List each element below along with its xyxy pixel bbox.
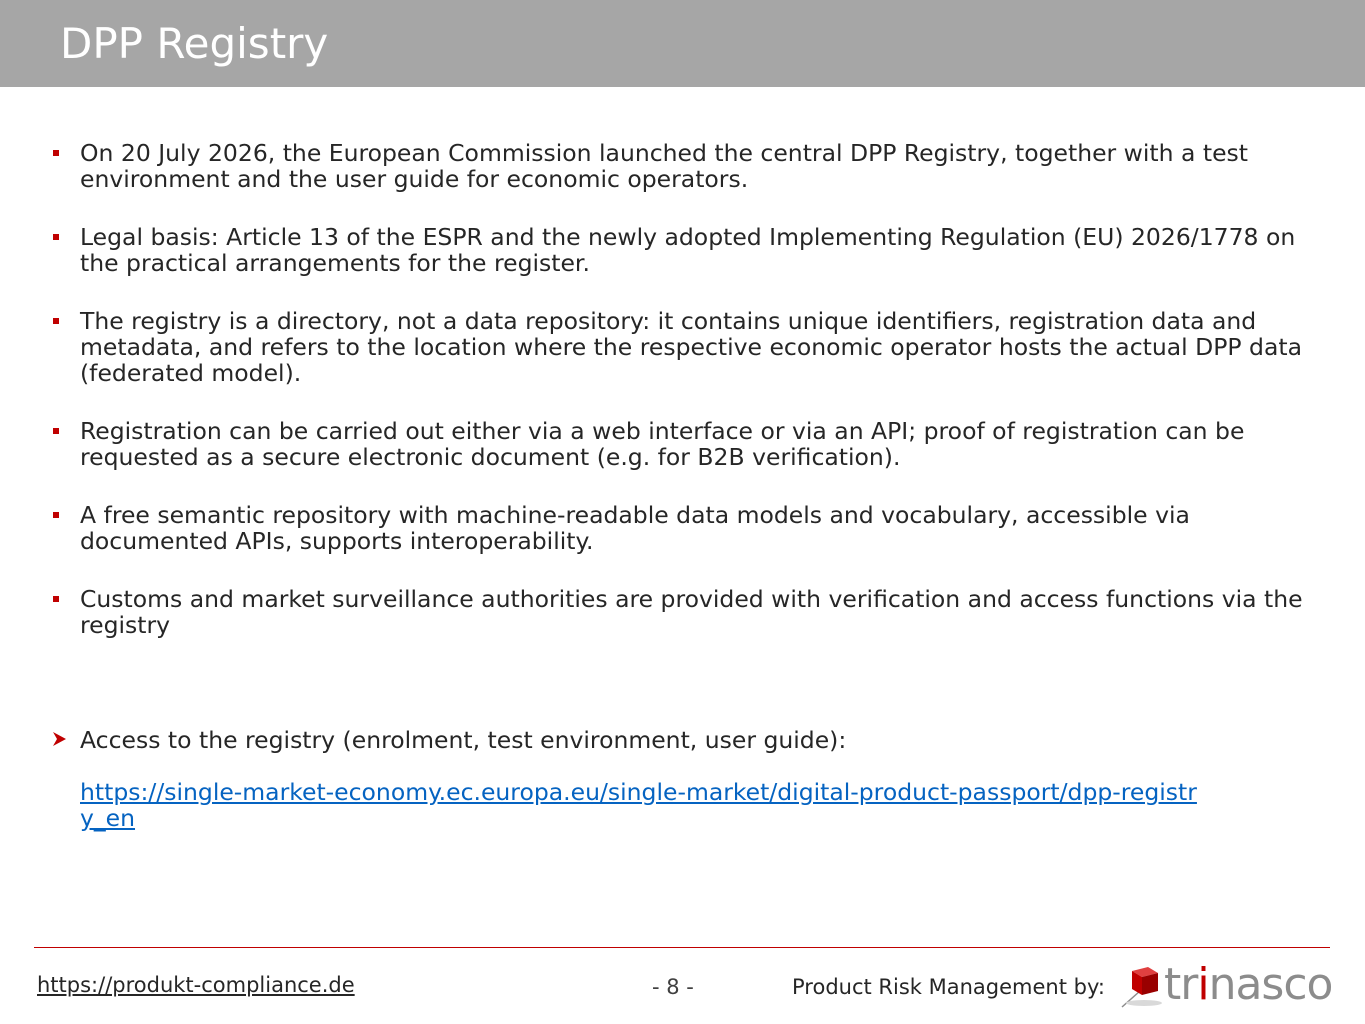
list-item <box>48 502 1308 554</box>
page-number: - 8 - <box>652 975 694 999</box>
access-section <box>48 727 1340 831</box>
page-title: DPP Registry <box>60 19 329 68</box>
registry-link[interactable]: https://single-market-economy.ec.europa.eu/single-market/digital-product-passport/dpp-registry_en <box>80 778 1197 832</box>
cube-icon <box>1118 963 1164 1013</box>
arrow-bullet-icon <box>50 730 68 748</box>
bullet-list <box>48 140 1308 670</box>
list-item <box>48 224 1308 276</box>
list-item <box>48 586 1308 638</box>
list-item <box>48 308 1308 386</box>
trinasco-logo <box>1118 959 1333 1013</box>
list-item-text: Legal basis: Article 13 of the ESPR and the newly adopted Implementing Regulation (EU) 2026/1778 on the practical arrangements for the register. <box>80 223 1296 277</box>
footer-divider <box>34 947 1330 948</box>
list-item-text: Registration can be carried out either via a web interface or via an API; proof of registration can be requested as a secure electronic document (e.g. for B2B verification). <box>80 417 1245 471</box>
logo-wordmark: trinasco <box>1164 959 1333 1010</box>
list-item <box>48 140 1308 192</box>
square-bullet-icon <box>53 150 59 156</box>
footer-website-link[interactable]: https://produkt-compliance.de <box>37 973 355 997</box>
square-bullet-icon <box>53 596 59 602</box>
list-item-text: The registry is a directory, not a data repository: it contains unique identifiers, registration data and metadata, and refers to the location where the respective economic operator hosts the actual DPP data (federated model). <box>80 307 1302 387</box>
list-item <box>48 418 1308 470</box>
access-label: Access to the registry (enrolment, test environment, user guide): <box>80 726 847 754</box>
list-item-text: On 20 July 2026, the European Commission launched the central DPP Registry, together with a test environment and the user guide for economic operators. <box>80 139 1249 193</box>
title-bar <box>0 0 1365 87</box>
square-bullet-icon <box>53 512 59 518</box>
square-bullet-icon <box>53 428 59 434</box>
list-item-text: A free semantic repository with machine-readable data models and vocabulary, accessible via documented APIs, supports interoperability. <box>80 501 1190 555</box>
footer-credit: Product Risk Management by: <box>792 975 1105 999</box>
square-bullet-icon <box>53 318 59 324</box>
list-item-text: Customs and market surveillance authorities are provided with verification and access functions via the registry <box>80 585 1303 639</box>
square-bullet-icon <box>53 234 59 240</box>
